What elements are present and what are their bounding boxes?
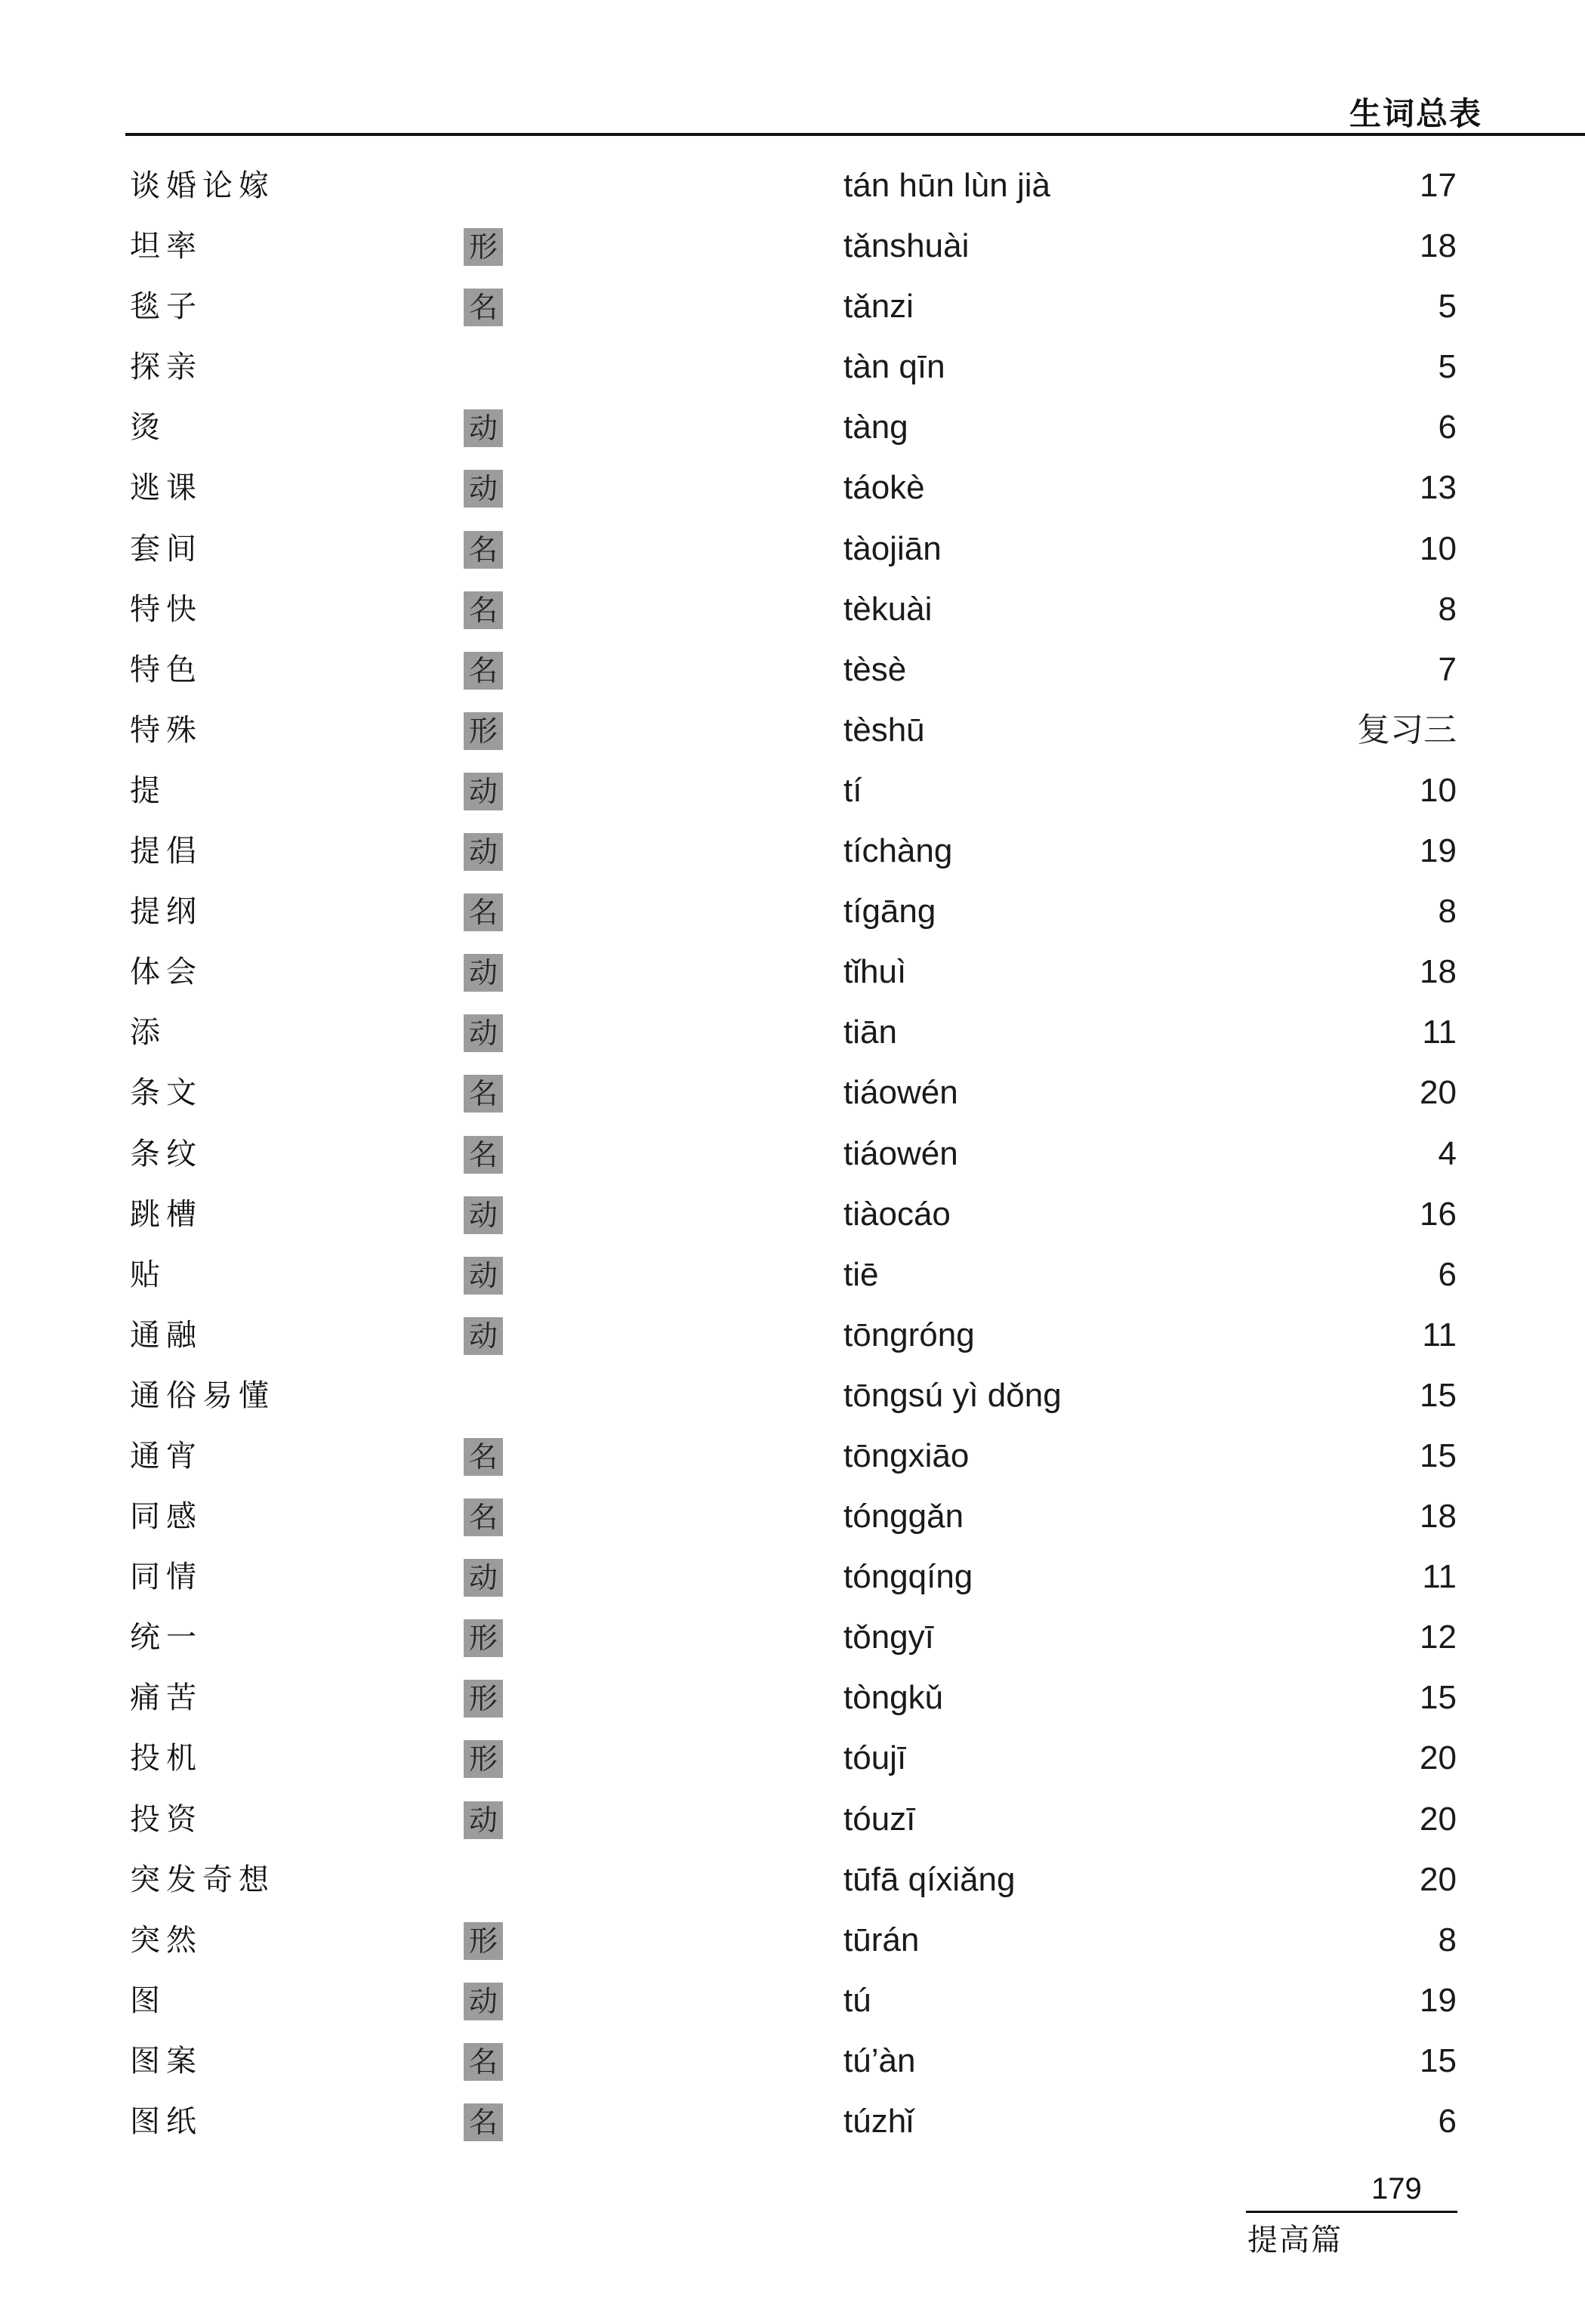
vocab-hanzi: 同感 — [130, 1499, 202, 1535]
lesson-number: 12 — [1420, 1619, 1457, 1656]
vocab-hanzi: 特殊 — [130, 712, 202, 748]
vocab-hanzi: 体会 — [130, 955, 202, 990]
vocab-hanzi: 条文 — [130, 1076, 202, 1111]
vocab-row — [0, 1313, 1585, 1373]
vocab-pinyin: tiáowén — [843, 1074, 958, 1112]
part-of-speech-badge: 动 — [464, 773, 503, 810]
page-header-title: 生词总表 — [1349, 95, 1482, 132]
vocab-row — [0, 1615, 1585, 1675]
vocab-row — [0, 1736, 1585, 1796]
vocab-row — [0, 1131, 1585, 1192]
vocab-hanzi: 统一 — [130, 1620, 202, 1656]
vocab-row — [0, 405, 1585, 465]
vocab-pinyin: tónggǎn — [843, 1498, 964, 1535]
lesson-number: 15 — [1420, 1437, 1457, 1474]
part-of-speech-badge: 名 — [464, 1438, 503, 1476]
vocab-hanzi: 逃课 — [130, 471, 202, 506]
vocab-hanzi: 突发奇想 — [130, 1862, 275, 1897]
lesson-number: 4 — [1438, 1134, 1457, 1172]
lesson-number: 6 — [1438, 2103, 1457, 2140]
part-of-speech-badge: 动 — [464, 1983, 503, 2020]
lesson-number: 11 — [1422, 1014, 1457, 1051]
part-of-speech-badge: 动 — [464, 409, 503, 447]
vocabulary-list — [0, 163, 1585, 2159]
vocab-pinyin: tàng — [843, 409, 908, 446]
vocab-row — [0, 1373, 1585, 1434]
part-of-speech-badge: 名 — [464, 2043, 503, 2081]
vocab-row — [0, 1494, 1585, 1554]
part-of-speech-badge: 动 — [464, 1801, 503, 1839]
lesson-number: 13 — [1420, 469, 1457, 507]
vocab-pinyin: tǒngyī — [843, 1619, 934, 1656]
vocab-hanzi: 添 — [130, 1015, 166, 1051]
vocab-row — [0, 587, 1585, 647]
vocab-row — [0, 647, 1585, 708]
lesson-number: 16 — [1420, 1195, 1457, 1233]
vocab-hanzi: 图纸 — [130, 2104, 202, 2139]
lesson-number: 10 — [1420, 771, 1457, 809]
vocab-hanzi: 投资 — [130, 1801, 202, 1837]
lesson-number: 18 — [1420, 227, 1457, 265]
vocab-row — [0, 2039, 1585, 2099]
vocab-row — [0, 1918, 1585, 1978]
lesson-number: 7 — [1438, 650, 1457, 688]
part-of-speech-badge: 形 — [464, 712, 503, 750]
lesson-number: 8 — [1438, 1921, 1457, 1958]
vocab-pinyin: tōngróng — [843, 1316, 975, 1353]
vocab-row — [0, 1675, 1585, 1736]
lesson-number: 15 — [1420, 1376, 1457, 1414]
vocab-hanzi: 毯子 — [130, 289, 202, 325]
lesson-number: 15 — [1420, 1679, 1457, 1717]
vocab-pinyin: tǎnzi — [843, 288, 914, 326]
vocab-pinyin: tǐhuì — [843, 953, 907, 991]
vocab-hanzi: 特快 — [130, 591, 202, 627]
vocab-hanzi: 同情 — [130, 1560, 202, 1595]
part-of-speech-badge: 形 — [464, 1619, 503, 1657]
part-of-speech-badge: 形 — [464, 1680, 503, 1718]
vocab-hanzi: 图 — [130, 1983, 166, 2018]
lesson-number: 6 — [1438, 409, 1457, 446]
lesson-number: 20 — [1420, 1074, 1457, 1112]
vocab-row — [0, 465, 1585, 526]
vocab-hanzi: 提纲 — [130, 894, 202, 930]
vocab-hanzi: 套间 — [130, 531, 202, 566]
vocab-pinyin: tèkuài — [843, 590, 933, 628]
vocab-row — [0, 1857, 1585, 1918]
vocab-pinyin: tōngsú yì dǒng — [843, 1376, 1062, 1414]
lesson-number: 15 — [1420, 2042, 1457, 2079]
vocab-hanzi: 谈婚论嫁 — [130, 168, 275, 203]
vocab-row — [0, 526, 1585, 587]
vocab-row — [0, 2099, 1585, 2159]
vocab-pinyin: tígāng — [843, 893, 936, 931]
vocab-pinyin: tú’àn — [843, 2042, 916, 2079]
vocab-pinyin: tiān — [843, 1014, 897, 1051]
header-rule — [125, 133, 1585, 136]
vocab-hanzi: 提 — [130, 773, 166, 808]
vocab-row — [0, 1978, 1585, 2039]
vocab-pinyin: tú — [843, 1981, 871, 2019]
part-of-speech-badge: 名 — [464, 1136, 503, 1174]
part-of-speech-badge: 名 — [464, 1498, 503, 1536]
vocab-hanzi: 坦率 — [130, 229, 202, 264]
lesson-number: 18 — [1420, 953, 1457, 991]
lesson-number: 8 — [1438, 893, 1457, 931]
vocab-row — [0, 1554, 1585, 1615]
part-of-speech-badge: 名 — [464, 591, 503, 629]
lesson-number: 19 — [1420, 1981, 1457, 2019]
part-of-speech-badge: 动 — [464, 470, 503, 508]
lesson-number: 复习三 — [1357, 711, 1457, 748]
vocab-hanzi: 跳槽 — [130, 1196, 202, 1232]
vocab-row — [0, 1434, 1585, 1494]
part-of-speech-badge: 动 — [464, 1014, 503, 1052]
vocab-row — [0, 284, 1585, 344]
lesson-number: 5 — [1438, 288, 1457, 326]
vocab-pinyin: táokè — [843, 469, 925, 507]
vocab-row — [0, 1252, 1585, 1313]
vocab-pinyin: tàojiān — [843, 529, 942, 567]
vocab-row — [0, 163, 1585, 224]
part-of-speech-badge: 形 — [464, 228, 503, 266]
vocab-pinyin: túzhǐ — [843, 2103, 914, 2140]
part-of-speech-badge: 动 — [464, 1559, 503, 1597]
vocab-pinyin: tǎnshuài — [843, 227, 970, 265]
vocab-pinyin: tèsè — [843, 650, 907, 688]
lesson-number: 8 — [1438, 590, 1457, 628]
lesson-number: 19 — [1420, 832, 1457, 870]
vocab-hanzi: 条纹 — [130, 1136, 202, 1171]
vocab-pinyin: tóngqíng — [843, 1558, 973, 1596]
vocab-row — [0, 889, 1585, 949]
book-part-label: 提高篇 — [1247, 2223, 1343, 2258]
vocab-hanzi: 痛苦 — [130, 1681, 202, 1716]
lesson-number: 5 — [1438, 348, 1457, 386]
vocab-pinyin: tóujī — [843, 1739, 907, 1777]
part-of-speech-badge: 形 — [464, 1922, 503, 1960]
lesson-number: 17 — [1420, 167, 1457, 204]
part-of-speech-badge: 动 — [464, 1317, 503, 1355]
vocab-pinyin: tèshū — [843, 711, 925, 748]
vocab-pinyin: tūrán — [843, 1921, 920, 1958]
vocab-pinyin: tiē — [843, 1255, 879, 1293]
vocab-pinyin: tóuzī — [843, 1800, 916, 1838]
vocab-hanzi: 图案 — [130, 2043, 202, 2079]
vocab-hanzi: 探亲 — [130, 350, 202, 385]
lesson-number: 20 — [1420, 1739, 1457, 1777]
part-of-speech-badge: 名 — [464, 2103, 503, 2141]
vocab-pinyin: tán hūn lùn jià — [843, 167, 1050, 204]
vocab-pinyin: tí — [843, 771, 862, 809]
vocab-pinyin: tiàocáo — [843, 1195, 951, 1233]
vocab-hanzi: 通宵 — [130, 1438, 202, 1474]
vocab-row — [0, 1070, 1585, 1131]
vocab-row — [0, 829, 1585, 889]
vocab-pinyin: tōngxiāo — [843, 1437, 970, 1474]
page-number: 179 — [1371, 2172, 1422, 2205]
vocab-row — [0, 1797, 1585, 1857]
vocab-hanzi: 烫 — [130, 410, 166, 446]
footer-rule — [1246, 2211, 1457, 2213]
part-of-speech-badge: 名 — [464, 531, 503, 569]
part-of-speech-badge: 名 — [464, 893, 503, 931]
lesson-number: 18 — [1420, 1498, 1457, 1535]
part-of-speech-badge: 形 — [464, 1740, 503, 1778]
lesson-number: 20 — [1420, 1860, 1457, 1898]
part-of-speech-badge: 名 — [464, 289, 503, 326]
vocab-hanzi: 特色 — [130, 652, 202, 687]
part-of-speech-badge: 动 — [464, 1196, 503, 1234]
vocab-row — [0, 708, 1585, 768]
part-of-speech-badge: 动 — [464, 833, 503, 871]
vocab-pinyin: tíchàng — [843, 832, 953, 870]
part-of-speech-badge: 名 — [464, 652, 503, 690]
vocab-row — [0, 949, 1585, 1010]
vocab-pinyin: tàn qīn — [843, 348, 945, 386]
part-of-speech-badge: 名 — [464, 1075, 503, 1113]
vocab-pinyin: tiáowén — [843, 1134, 958, 1172]
vocab-pinyin: tòngkǔ — [843, 1679, 944, 1717]
vocab-row — [0, 1192, 1585, 1252]
lesson-number: 11 — [1422, 1558, 1457, 1596]
vocab-hanzi: 突然 — [130, 1922, 202, 1958]
vocab-row — [0, 344, 1585, 405]
vocab-hanzi: 通俗易懂 — [130, 1378, 275, 1413]
lesson-number: 10 — [1420, 529, 1457, 567]
lesson-number: 6 — [1438, 1255, 1457, 1293]
lesson-number: 11 — [1422, 1316, 1457, 1353]
vocab-hanzi: 通融 — [130, 1317, 202, 1353]
vocab-hanzi: 提倡 — [130, 834, 202, 869]
vocab-row — [0, 1010, 1585, 1070]
part-of-speech-badge: 动 — [464, 954, 503, 992]
lesson-number: 20 — [1420, 1800, 1457, 1838]
vocab-hanzi: 贴 — [130, 1257, 166, 1292]
part-of-speech-badge: 动 — [464, 1257, 503, 1295]
vocab-row — [0, 768, 1585, 829]
vocab-pinyin: tūfā qíxiǎng — [843, 1860, 1016, 1898]
vocab-hanzi: 投机 — [130, 1741, 202, 1776]
vocab-row — [0, 224, 1585, 284]
